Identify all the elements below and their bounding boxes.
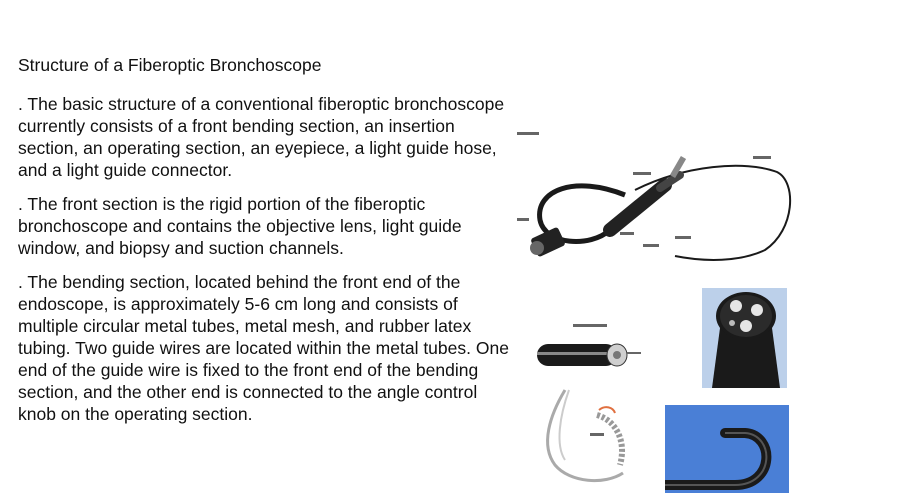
paragraph-overview: . The basic structure of a conventional fiberoptic bronchoscope currently consists of a front bending section, an insertion section, an operating section, an eyepiece, a light guide hose, and a light guide connector. [18, 94, 505, 180]
bending-section-image [533, 322, 643, 382]
bronchoscope-overview-image [515, 120, 805, 270]
page-title: Structure of a Fiberoptic Bronchoscope [18, 55, 322, 75]
paragraph-front-section: . The front section is the rigid portion of the fiberoptic bronchoscope and contains the objective lens, light guide window, and biopsy and suction channels. [18, 194, 462, 258]
distal-tip-image [702, 288, 787, 388]
text-column [18, 54, 518, 437]
guide-wire-image [535, 385, 645, 490]
image-panel [515, 100, 907, 503]
flexed-tip-image [665, 405, 789, 493]
paragraph-bending-section: . The bending section, located behind the front end of the endoscope, is approximately 5-6 cm long and consists of multiple circular metal tubes, metal mesh, and rubber latex tubing. Two guide wires are located within the metal tubes. One end of the guide wire is fixed to the front end of the bending section, and the other end is connected to the angle control knob on the operating section. [18, 272, 509, 424]
